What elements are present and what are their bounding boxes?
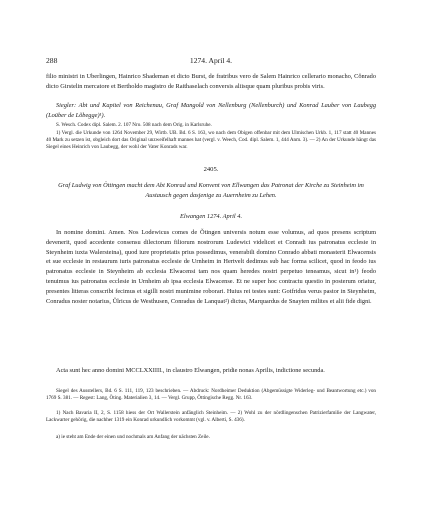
document-main-text: In nomine domini. Amen. Nos Lodewicus comes de Ŏtingen universis notum esse volumus, ad quos presens scriptum devenerit, quod accedente consensu dilectorum filiorum nostrorum Ludewici videlicet et Conradi ius patronatus ecclesie in Steynheim iuxta Walersteina), quod iure proprietatis prius possedimus, venerabili domino Conrado abbati monasterii Elwacensis et sue ecclesie in restaurum iuris patronatus ecclesie de Urnheim in Hertvelt dedimus sub hac forma scilicet, quod in feodo ius patronatus ecclesie in Steynheim ab ecclesia Elwacensi tam nos quam heredes nostri perpetuo teneamus, sicut in¹) feodo tenuimus ius patronatus ecclesie in Urnheim ab ipsa ecclesia Elwacense. Et ne super hoc contractu questio in posterum oriatur, presentes litteras conscribi fecimus et sigilli nostri munimine roborari. Huius rei testes sunt: Gotfridus verus pastor in Steynheim, Conradus noster notarius, Ŭlricus de Westhusen, Conradus de Lanquat²) dictus, Marquardus de Snayten milites et alii fide digni.: [46, 229, 376, 305]
document-datum-line: Acta sunt hec anno domini MCCLXXIIII., in claustro Elwangen, pridie nonas Aprilis, indictione secunda.: [56, 367, 325, 374]
page-number: 288: [46, 56, 58, 65]
page-header: [46, 56, 376, 66]
seal-and-print-note: Siegel des Ausstellers, Bd. 6 S. 111, 119, 123 beschrieben. — Abdruck: Nordheimer Deduktion (Abgemüssigte Widerleg- und Beantwortung etc.) von 1769 S. 381. — Regest: Lang, Öting. Materialien 3, 14. — Vergl. Grupp, Öttingische Regg. Nr. 163.: [46, 388, 376, 402]
lettered-footnote: a) ie steht am Ende der einen und nochmals am Anfang der nächsten Zeile.: [56, 434, 210, 440]
previous-document-text: filio ministri in Uberlingen, Hainrico Shademan et dicto Burst, de fratribus vero de Salem Hainrico cellerario monacho, Cŏnrado dicto Girstelin mercatore et Bertholdo magistro de Raithaselach conversis aliisque quam pluribus probis viris.: [46, 73, 376, 90]
document-place-date: Elwangen 1274. April 4.: [179, 213, 243, 220]
document-regest: Graf Ludwig von Öttingen macht dem Abt Konrad und Konvent von Ellwangen das Patronat der Kirche zu Steinheim im Austausch gegen dasjenige zu Auernheim zu Lehen.: [58, 182, 364, 199]
previous-footnote: 1) Vergl. die Urkunde von 1264 November 29, Wirtb. UB. Bd. 6 S. 163, wo nach dem Obigen offenbar mit dem Ulmischen Urkb. 1, 117 statt 40 Mannes 40 Mark zu setzen ist, obgleich dort das Original unzweifelhaft mannes hat (vergl. v. Weech, Cod. dipl. Salem. 1, 444 Anm. 3). — 2) An der Urkunde hängt das Siegel eines Heinrich von Laubegg, der wohl der Vater Konrads war.: [46, 130, 376, 151]
running-title: 1274. April 4.: [189, 56, 233, 65]
document-number: 2405.: [203, 166, 219, 173]
sealers-note: Siegler: Abt und Kapitel von Reichenau, Graf Mangold von Nellenburg (Nellenburch) und Konrad Lauber von Laubegg (Loüber de Lŏbegge)¹).: [46, 102, 376, 119]
numbered-footnotes: 1) Nach Bavaria II, 2, S. 1158 hiess der Ort Wallerstein anfänglich Steinheim. — 2) Wohl zu der nördlingenschen Patrizierfamilie der Langwater, Lackwarter gehörig, die nachher 1319 ein Konrad urkundlich vorkommt (vgl. v. Alberti, S. 436).: [46, 410, 376, 424]
previous-source-note: S. Wesch. Codex dipl. Salem. 2. 107 Nro. 508 nach dem Orig. in Karlsruhe.: [56, 122, 212, 128]
